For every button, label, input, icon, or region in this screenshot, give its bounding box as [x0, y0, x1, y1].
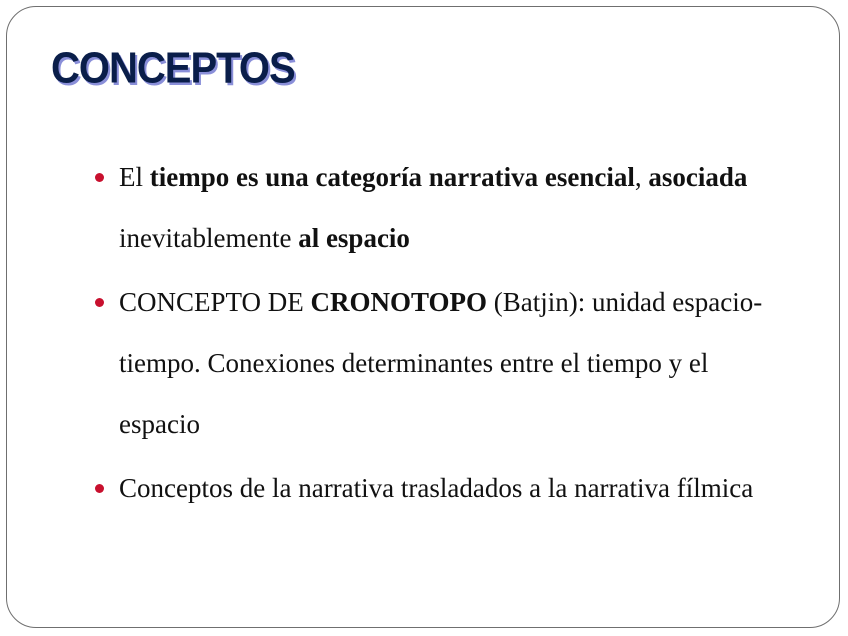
slide-title: CONCEPTOS	[51, 44, 295, 93]
text-run-bold: al espacio	[298, 223, 410, 253]
text-run: (Batjin): unidad espacio-tiempo. Conexiones determinantes entre el tiempo y el espacio	[119, 287, 763, 439]
text-run: inevitablemente	[119, 223, 299, 253]
slide	[6, 6, 840, 628]
bullet-text	[119, 287, 762, 439]
bullet-text	[119, 473, 753, 503]
text-run: El	[119, 162, 150, 192]
text-run: Conceptos de la narrativa trasladados a la narrativa fílmica	[119, 473, 754, 503]
bullet-dot-icon	[95, 298, 104, 307]
bullet-list	[95, 147, 785, 522]
bullet-dot-icon	[95, 173, 104, 182]
text-run-bold: asociada	[648, 162, 748, 192]
bullet-item	[95, 147, 785, 269]
text-run: ,	[634, 162, 649, 192]
bullet-item	[95, 458, 785, 519]
text-run-bold: CRONOTOPO	[310, 287, 488, 317]
text-run-bold: tiempo es una categoría narrativa esencial	[149, 162, 635, 192]
bullet-text	[119, 162, 747, 253]
bullet-item	[95, 272, 785, 455]
text-run: CONCEPTO DE	[119, 287, 311, 317]
bullet-dot-icon	[95, 484, 104, 493]
